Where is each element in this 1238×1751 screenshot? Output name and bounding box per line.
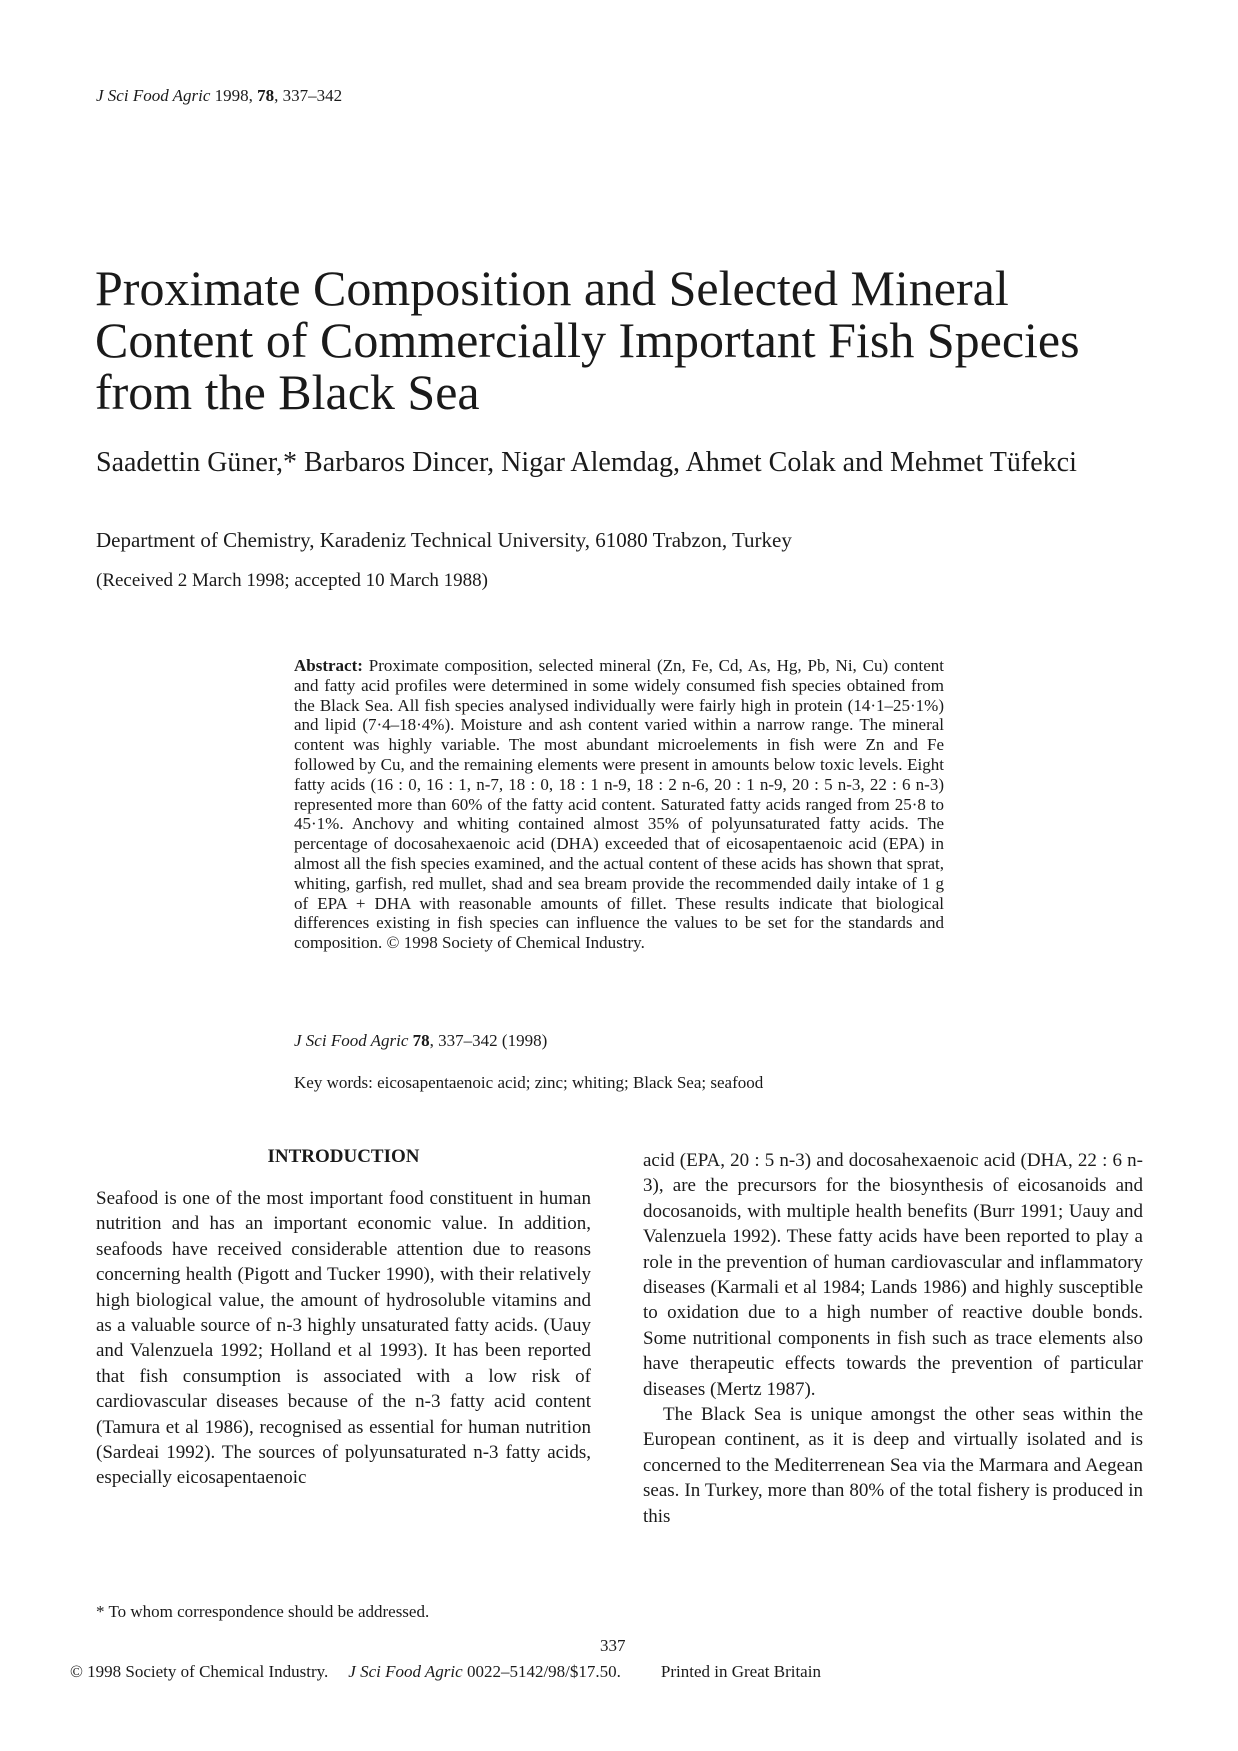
header-pages: , 337–342: [274, 86, 343, 105]
section-heading-introduction: INTRODUCTION: [267, 1146, 420, 1167]
page-number: 337: [600, 1636, 626, 1655]
keywords: Key words: eicosapentaenoic acid; zinc; whiting; Black Sea; seafood: [294, 1073, 764, 1092]
correspondence-footnote: * To whom correspondence should be addressed.: [96, 1602, 430, 1621]
footer-issn: 0022–5142/98/$17.50.: [462, 1662, 621, 1681]
footer-copyright: © 1998 Society of Chemical Industry.: [70, 1662, 329, 1681]
abstract-text: Proximate composition, selected mineral (Zn, Fe, Cd, As, Hg, Pb, Ni, Cu) content and fatty acid profiles were determined in some widely consumed fish species obtained from the Black Sea. All fish species analysed individually were fairly high in protein (14·1–25·1%) and lipid (7·4–18·4%). Moisture and ash content varied within a narrow range. The mineral content was highly variable. The most abundant microelements in fish were Zn and Fe followed by Cu, and the remaining elements were present in amounts below toxic levels. Eight fatty acids (16 : 0, 16 : 1, n-7, 18 : 0, 18 : 1 n-9, 18 : 2 n-6, 20 : 1 n-9, 20 : 5 n-3, 22 : 6 n-3) represented more than 60% of the fatty acid content. Saturated fatty acids ranged from 25·8 to 45·1%. Anchovy and whiting contained almost 35% of polyunsaturated fatty acids. The percentage of docosahexaenoic acid (DHA) exceeded that of eicosapentaenoic acid (EPA) in almost all the fish species examined, and the actual content of these acids has shown that sprat, whiting, garfish, red mullet, shad and sea bream provide the recommended daily intake of 1 g of EPA + DHA with reasonable amounts of fillet. These results indicate that biological differences existing in fish species can influence the values to be set for the standards and composition. © 1998 Society of Chemical Industry.: [294, 656, 945, 953]
citation-volume: 78: [412, 1031, 430, 1050]
citation-rest: , 337–342 (1998): [429, 1031, 548, 1050]
left-column: [96, 1186, 591, 1491]
header-year: 1998,: [210, 86, 258, 105]
header-volume: 78: [257, 86, 275, 105]
footer-journal: J Sci Food Agric: [348, 1662, 463, 1681]
footer-journal-info: [348, 1662, 641, 1681]
header-journal: J Sci Food Agric: [96, 86, 211, 105]
abstract: [294, 656, 944, 953]
paper-title: Proximate Composition and Selected Mineral Content of Commercially Important Fish Species from the Black Sea: [95, 260, 1080, 420]
abstract-label: Abstract:: [294, 656, 363, 675]
right-column: [643, 1148, 1143, 1529]
author-list: Saadettin Güner,* Barbaros Dincer, Nigar Alemdag, Ahmet Colak and Mehmet Tüfekci: [96, 447, 1077, 478]
intro-paragraph-1: Seafood is one of the most important food constituent in human nutrition and has an important economic value. In addition, seafoods have received considerable attention due to reasons concerning health (Pigott and Tucker 1990), with their relatively high biological value, the amount of hydrosoluble vitamins and as a valuable source of n-3 highly unsaturated fatty acids. (Uauy and Valenzuela 1992; Holland et al 1993). It has been reported that fish consumption is associated with a low risk of cardiovascular diseases because of the n-3 fatty acid content (Tamura et al 1986), recognised as essential for human nutrition (Sardeai 1992). The sources of polyunsaturated n-3 fatty acids, especially eicosapentaenoic: [96, 1188, 591, 1489]
affiliation: Department of Chemistry, Karadeniz Technical University, 61080 Trabzon, Turkey: [96, 528, 792, 552]
citation-journal: J Sci Food Agric: [294, 1031, 409, 1050]
footer-printed: Printed in Great Britain: [660, 1662, 821, 1681]
page-footer: [70, 1662, 841, 1682]
header-citation: [96, 86, 342, 106]
abstract-citation: [294, 1031, 547, 1051]
intro-paragraph-2: acid (EPA, 20 : 5 n-3) and docosahexaenoic acid (DHA, 22 : 6 n-3), are the precursors for the biosynthesis of eicosanoids and docosanoids, with multiple health benefits (Burr 1991; Uauy and Valenzuela 1992). These fatty acids have been reported to play a role in the prevention of human cardiovascular and inflammatory diseases (Karmali et al 1984; Lands 1986) and highly susceptible to oxidation due to a high number of reactive double bonds. Some nutritional components in fish such as trace elements also have therapeutic effects towards the prevention of particular diseases (Mertz 1987).: [643, 1150, 1143, 1400]
intro-paragraph-3: The Black Sea is unique amongst the other seas within the European continent, as it is deep and virtually isolated and is concerned to the Mediterrenean Sea via the Marmara and Aegean seas. In Turkey, more than 80% of the total fishery is produced in this: [643, 1404, 1143, 1527]
received-dates: (Received 2 March 1998; accepted 10 March 1988): [96, 570, 488, 591]
